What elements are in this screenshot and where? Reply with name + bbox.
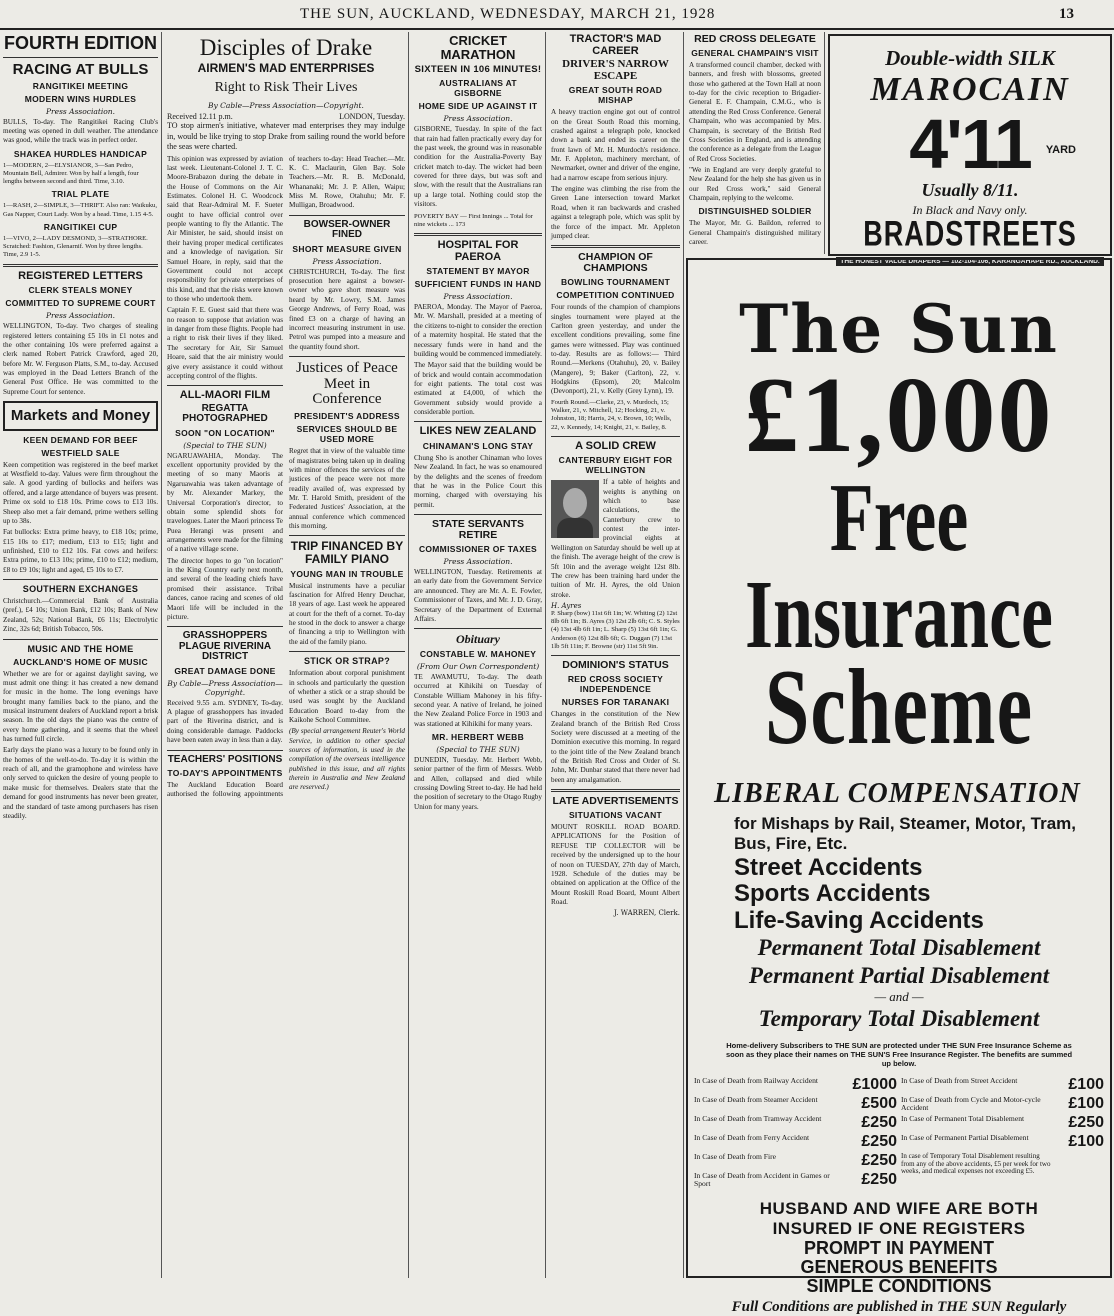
simple-line: SIMPLE CONDITIONS	[806, 1275, 992, 1296]
tractor-body-filler: The engine was climbing the rise from the Green Lane intersection toward Market Road, when it ran backwards and crashed against a telegraph pole, which was split by the force of the impact. Mr. Appleton jumped clear.	[551, 185, 680, 240]
champions-body: Four rounds of the champion of champions singles tournament were played at the Carlton green yesterday, and under the excellent conditions prevailing, some fine games were witnessed. Play was continued to-day. Results are as follows:— Third Round.—Merkens (Otahuhu), 20, v. Bailey (Mangere), 9; Baker (Carlton), 22, v. Hodgkins (Epsom), 20; Malcolm (Devonport), 21, v. Kelly (Grey Lynn), 19.	[551, 303, 680, 396]
column-3	[411, 32, 546, 1278]
hospital-subhead-2: SUFFICIENT FUNDS IN HAND	[414, 279, 542, 290]
generous-line: GENEROUS BENEFITS	[800, 1256, 998, 1277]
right-benefit-label: In Case of Permanent Partial Disablement	[901, 1132, 1029, 1142]
marocain-colours: In Black and Navy only.	[912, 203, 1028, 218]
trial-results: 1—RASH, 2—SIMPLE, 3—THRIFT. Also ran: Waikuku, Gas Napper, Court Lady. Won by a head. Time, 1.15 4-5.	[3, 202, 157, 218]
redcross-quote: "We in England are very deeply grateful to New Zealand for the help she has given us in our Red Cross work," said General Champain, replying to the welcome.	[689, 165, 821, 203]
teachers-body: The Auckland Education Board authorised the following appointments of teachers to-day: Head Teacher.—Mr. K. C. Maclaurin, Glen Bay. Sole Teachers.—Mr. R. B. McDonald, Whananaki; Mr. J. P. Allen, Waipu; Miss M. Rowe, Otahuhu; Mr. F. Mulligan, Broadwood.	[167, 154, 405, 799]
racing-body: BULLS, To-day. The Rangitikei Racing Club's meeting was opened in dull weather. The attendance was good, while the track was in perfect order.	[3, 117, 158, 145]
racing-subhead-2: MODERN WINS HURDLES	[24, 93, 137, 104]
insurance-amount: £1,000	[744, 356, 1054, 475]
tractor-body: A heavy traction engine got out of control on the Great South Road this morning, crashed against a telegraph pole, knocked down a bank and ended its career on the front lawn of Mr. H. Murdoch's residence. Mr. F. Appleton, machinery merchant, of Newmarket, owner and driver of the engine, had a narrow escape from serious injury.	[551, 108, 680, 182]
cricket-headline: CRICKET MARATHON	[440, 33, 516, 62]
likes-body: Chung Sho is another Chinaman who loves New Zealand. In fact, he was so enamoured by the delights and the scenes of freedom that he was in the Police Court this morning, charged with overstaying his permit.	[414, 453, 542, 509]
left-benefit-label: In Case of Death from Steamer Accident	[694, 1094, 818, 1104]
reuters-footnote: (By special arrangement Reuter's World Service, in addition to other special sources of information, is used in the compilation of the overseas intelligence published in this issue, and all rights therein in Australia and New Zealand are reserved.)	[289, 727, 405, 792]
dominion-subhead-2: NURSES FOR TARANAKI	[561, 697, 670, 708]
markets-box	[3, 401, 158, 431]
page-number: 13	[1059, 6, 1074, 22]
maori-body: NGARUAWAHIA, Monday. The excellent opportunity provided by the meeting of so many Maoris at Ngaruawahia was taken advantage of by Mr. Alexander Markey, the Universal Corporation's director, to obtain some splendid shots for travelogues. Later the Maori princess Te Puea Herangi was present and arrangements were made for the filming of a native village scene.	[167, 451, 283, 554]
column-5	[686, 32, 825, 254]
grasshoppers-byline: By Cable—Press Association—Copyright.	[167, 678, 283, 697]
drake-byline: By Cable—Press Association—Copyright.	[208, 101, 364, 111]
crew-headline: A SOLID CREW	[575, 439, 656, 452]
grasshoppers-body: Received 9.55 a.m. SYDNEY, To-day. A plague of grasshoppers has invaded part of the Riverina district, and is doing considerable damage. Paddocks have been eaten away in less than a day.	[167, 698, 283, 745]
cup-results: 1—VIVO, 2—LADY DESMOND, 3—STRATHORE. Scratched: Fashion, Glenarnif. Won by three lengths. Time, 2.9 1-5.	[3, 234, 148, 259]
late-ads-subhead: SITUATIONS VACANT	[568, 810, 663, 821]
drake-headline: Disciples of Drake	[199, 35, 373, 60]
trip-body: Musical instruments have a peculiar fascination for Alfred Henry Deuchar, 18 years of age. Last week he appeared at court for the theft of a cornet. To-day he stood in the dock to answer a charge of financing a trip to Wellington with the aid of the family piano.	[289, 581, 405, 646]
maori-body-filler: The director hopes to go "on location" in the King Country early next month, and several of the leading chiefs have promised their assistance. Tribal dances, canoe racing and scenes of old Maori life will be included in the picture.	[167, 556, 283, 621]
benefits-right-column	[901, 1077, 1104, 1191]
temporary-disablement-note: In case of Temporary Total Disablement resulting from any of the above accidents, £5 per week for two weeks, and medical expenses not exceeding £5.	[901, 1151, 1051, 1176]
marocain-line-1: Double-width SILK	[885, 46, 1055, 70]
right-benefit-label: In Case of Death from Street Accident	[901, 1075, 1018, 1085]
right-benefit-amount: £100	[1068, 1094, 1104, 1112]
right-benefit-amount: £100	[1068, 1132, 1104, 1150]
markets-subhead: KEEN DEMAND FOR BEEF	[23, 434, 138, 445]
likes-headline: LIKES NEW ZEALAND	[419, 425, 537, 438]
mishaps-line: for Mishaps by Rail, Steamer, Motor, Tram, Bus, Fire, Etc.	[734, 814, 1076, 854]
scheme-heading: Scheme	[764, 648, 1034, 768]
life-saving-accidents: Life-Saving Accidents	[734, 906, 984, 934]
hurdles-heading: SHAKEA HURDLES HANDICAP	[13, 148, 148, 159]
cup-heading: RANGITIKEI CUP	[43, 221, 118, 232]
maori-byline: (Special to THE SUN)	[183, 440, 267, 450]
cricket-subhead-3: HOME SIDE UP AGAINST IT	[418, 101, 538, 112]
left-benefit-amount: £250	[861, 1132, 897, 1150]
bowser-headline: BOWSER-OWNER FINED	[303, 218, 391, 241]
webb-body: DUNEDIN, Tuesday. Mr. Herbert Webb, senior partner of the firm of Messrs. Webb and Allen, collapsed and died while crossing Dowling Street to-day. He had held the position of secretary to the Otago Rugby Union for many years.	[414, 756, 542, 811]
redcross-body: A transformed council chamber, decked with banners, and fresh with blossoms, greeted those who gathered at the Town Hall at noon to-day for the civic reception to Brigadier-General E. F. Champain, C.M.G., who is attending the Red Cross Conference. General Champain, who was accompanied by Mrs. Champain, is secretary of the British Red Cross Societies in England, and is attending the conference as a delegate from the League of Red Cross Societies.	[689, 61, 821, 163]
champions-subhead-2: COMPETITION CONTINUED	[556, 290, 675, 301]
markets-headline: Markets and Money	[10, 407, 151, 425]
left-benefit-label: In Case of Death from Ferry Accident	[694, 1132, 810, 1142]
drake-dateline-row	[167, 112, 405, 121]
letters-headline: REGISTERED LETTERS	[18, 269, 143, 282]
hospital-subhead: STATEMENT BY MAYOR	[426, 266, 530, 277]
late-ads-body: MOUNT ROSKILL ROAD BOARD. APPLICATIONS for the Position of REFUSE TIP COLLECTOR will be received by the undersigned up to the hour of noon on TUESDAY, 27th day of March, 1928. Schedule of the duties may be obtained on application at the Office of the Mount Roskill Road Board, Mount Albert Road.	[551, 823, 680, 906]
the-sun-logo: The Sun	[739, 290, 1059, 368]
trip-headline: TRIP FINANCED BY FAMILY PIANO	[290, 539, 404, 567]
stick-body: Information about corporal punishment in schools and particularly the question of whether a stick or a strap should be used was sought by the Auckland Education Board to-day from the Kaikohe School Committee.	[289, 669, 405, 724]
right-benefit-label: In Case of Death from Cycle and Motor-cycle Accident	[901, 1094, 1041, 1113]
marocain-price: 4'11	[909, 105, 1031, 184]
hospital-byline: Press Association.	[443, 292, 513, 302]
marocain-unit: YARD	[1045, 144, 1076, 157]
left-benefit-label: In Case of Death from Fire	[694, 1151, 777, 1161]
right-benefit-amount: £250	[1068, 1113, 1104, 1131]
racing-byline: Press Association.	[46, 106, 115, 116]
likes-subhead: CHINAMAN'S LONG STAY	[422, 440, 534, 451]
justices-subhead: PRESIDENT'S ADDRESS	[294, 411, 400, 422]
music-headline: MUSIC AND THE HOME	[27, 643, 134, 654]
obituary-subhead: CONSTABLE W. MAHONEY	[419, 648, 537, 659]
letters-body: WELLINGTON, To-day. Two charges of stealing registered letters containing £5 10s in £1 notes and the other containing 10s were preferred against a clerk named Robert Patrick Crawford, aged 20, before Mr. W. Ferguson Platts, S.M., to-day. Accused was employed in the Dead Letters Branch of the General Post Office. He was committed to the Supreme Court for sentence.	[3, 322, 158, 396]
exchanges-body: Christchurch.—Commercial Bank of Australia (pref.), £4 10s; Union Bank, £12 10s; Bank of New Zealand, 52s; National Bank, £6 11s; Electrolytic Zinc, 32s 6d; British Tobacco, 50s.	[3, 597, 158, 634]
insured-line: INSURED IF ONE REGISTERS	[772, 1218, 1026, 1238]
drake-lead: TO stop airmen's initiative, whatever mad enterprises they may indulge in, would be like trying to stop Drake from sailing round the world before the seas were charted.	[167, 121, 405, 152]
justices-subhead-2: SERVICES SHOULD BE USED MORE	[296, 424, 398, 445]
crew-body: If a table of heights and weights is anything on which to base calculations, the Canterbury crew to contest the inter-provincial eights at Wellington on Saturday should be well up at the finish. The average height of the crew is 5ft 10in and the average weight 12st 8lb. The crew has been training hard under the tuition of Mr. H. Ayres, the old Union stroke.	[551, 478, 680, 599]
bradstreets-address: THE HONEST VALUE DRAPERS — 102-104-106, KARANGAHAPE RD., AUCKLAND.	[836, 257, 1103, 266]
liberal-compensation: LIBERAL COMPENSATION	[714, 778, 1081, 809]
late-ads-signature: J. WARREN, Clerk.	[614, 909, 680, 918]
hurdles-results: 1—MODERN, 2—ELYSIANOR, 3—San Pedro, Mountain Bell, Admirer. Won by half a length, four lengths between second and third. Time, 3.10.	[3, 161, 139, 186]
drake-received: Received 12.11 p.m.	[167, 112, 233, 122]
maori-headline: ALL-MAORI FILM	[179, 389, 271, 402]
justices-headline: Justices of Peace Meet in Conference	[296, 359, 398, 408]
bowser-byline: Press Association.	[312, 256, 382, 266]
exchanges-headline: SOUTHERN EXCHANGES	[22, 584, 139, 595]
music-body: Whether we are for or against daylight saving, we must admit one thing: it has created a new demand for music in the home. The long evenings have brought many families back to the piano, and the musical instrument dealers of Auckland report a brisk season. In the old days the piano was the centre of every home gathering, and it seems that the wheel has turned full circle.	[3, 669, 158, 744]
prompt-line: PROMPT IN PAYMENT	[803, 1237, 995, 1258]
dominion-headline: DOMINION'S STATUS	[562, 659, 669, 672]
left-benefit-label: In Case of Death from Railway Accident	[694, 1075, 818, 1085]
crew-photo	[551, 480, 599, 538]
marocain-line-2: MAROCAIN	[870, 71, 1070, 108]
tractor-headline: TRACTOR'S MAD CAREER	[569, 33, 662, 57]
cricket-subhead-2: AUSTRALIANS AT GISBORNE	[439, 78, 517, 99]
edition-heading: FOURTH EDITION	[4, 33, 157, 53]
letters-byline: Press Association.	[46, 311, 115, 321]
bradstreets-logo: BRADSTREETS	[863, 214, 1077, 254]
drake-body: This opinion was expressed by aviation last week. Lieutenant-Colonel J. T. C. Moore-Brabazon during the debate in the House of Commons on the Air Estimates. Colonel H. C. Woodcock said that Rear-Admiral M. F. Sueter ought to have official control over people wanting to fly the Atlantic. The Air Minister, he said, should insist on their having proper medical certificates and a knowledge of navigation. Sir Samuel Hoare, in reply, said that the Government could not accept responsibility for private enterprises of this kind, and that the risks were known to those who undertook them.	[167, 154, 283, 303]
crew-subhead: CANTERBURY EIGHT FOR WELLINGTON	[558, 455, 673, 476]
masthead	[0, 0, 1114, 30]
redcross-headline: RED CROSS DELEGATE	[694, 33, 816, 45]
racing-headline: RACING AT BULLS	[12, 60, 149, 78]
street-accidents: Street Accidents	[734, 853, 923, 881]
drake-body-filler: Captain F. E. Guest said that there was no reason to suppose that aviation was in danger from these flights. People had a right to risk their lives if they liked. The secretary for Air, Sir Samuel Hoare, said that the air ministry would give every assistance it could without accepting control of the flights.	[167, 306, 283, 380]
tractor-subhead-2: GREAT SOUTH ROAD MISHAP	[568, 85, 663, 106]
champions-results: Fourth Round.—Clarke, 23, v. Murdoch, 15; Walker, 21, v. Mitchell, 12; Hocking, 21, v. Johnston, 18; Harris, 24, v. Brown, 10; Wells, 22, v. Kennedy, 14; Knight, 21, v. Bailey, 8.	[551, 398, 672, 431]
obituary-byline: (From Our Own Correspondent)	[416, 661, 540, 671]
teachers-headline: TEACHERS' POSITIONS	[167, 753, 283, 765]
drake-subhead-2: Right to Risk Their Lives	[214, 79, 358, 95]
late-ads-headline: LATE ADVERTISEMENTS	[552, 795, 679, 808]
marocain-price-block	[830, 105, 1110, 184]
maori-subhead-2: SOON "ON LOCATION"	[175, 427, 275, 438]
left-benefit-label: In Case of Death from Tramway Accident	[694, 1113, 822, 1123]
insurance-advertisement	[686, 258, 1112, 1315]
permanent-partial-disablement: Permanent Partial Disablement	[748, 962, 1050, 988]
benefits-table	[694, 1077, 1104, 1191]
column-1	[0, 32, 162, 1278]
webb-headline: MR. HERBERT WEBB	[431, 732, 525, 743]
crew-table: P. Sharp (bow) 11st 6ft 1in; W. Whiting (2) 12st 8lb 6ft 1in; B. Ayres (3) 12st 2lb 6ft; C. S. Styles (4) 13st 4lb 6ft 1in; L. Sharp (5) 13st 6ft 1in; G. Anderson (6) 12st 8lb 6ft; G. Duggan (7) 13st 1lb 5ft 11in; F. Browne (str) 11st 5ft 9in.	[551, 610, 680, 650]
subscriber-note: Home-delivery Subscribers to THE SUN are protected under THE SUN Free Insurance Scheme as soon as they place their names on THE SUN'S Free Insurance Register. The benefits are summed up below.	[725, 1040, 1073, 1069]
justices-body: Regret that in view of the valuable time of magistrates being taken up in dealing with minor offences the services of the justices of the peace were not more readily availed of, was expressed by Mr. T. Harold Smith, president of the Federated Justices' Association, at the annual conference which commenced this morning.	[289, 447, 405, 531]
sports-accidents: Sports Accidents	[734, 880, 931, 908]
column-4	[548, 32, 684, 1278]
state-body: WELLINGTON, Tuesday. Retirements at an early date from the Government Service are announced. They are Mr. A. E. Fowler, Commissioner of Taxes, and Mr. J. D. Gray, Secretary of the Department of External Affairs.	[414, 568, 542, 623]
webb-byline: (Special to THE SUN)	[436, 745, 520, 755]
music-body-filler: Early days the piano was a luxury to be found only in the homes of the well-to-do. To-day it is within the reach of all, and the gramophone and wireless have only served to quicken the desire of young people to make music for themselves. Dealers state that the demand for good instruments has never been greater, and the standard of taste among purchasers has risen steadily.	[3, 746, 158, 820]
letters-subhead: CLERK STEALS MONEY	[28, 285, 133, 296]
hospital-headline: HOSPITAL FOR PAEROA	[437, 238, 519, 263]
dominion-body: Changes in the constitution of the New Zealand branch of the British Red Cross Society were discussed at a meeting of the Dominion executive this morning. In regard to the joint title of the New Zealand branch of the British Red Cross and Order of St. John, Mr. Dunbar stated that there never had been any amalgamation.	[551, 710, 680, 784]
left-benefit-amount: £250	[861, 1151, 897, 1169]
full-conditions-line: Full Conditions are published in THE SUN Regularly	[731, 1298, 1067, 1315]
redcross-subhead: GENERAL CHAMPAIN'S VISIT	[691, 48, 819, 59]
left-benefit-amount: £250	[861, 1113, 897, 1131]
husband-wife-line: HUSBAND AND WIFE ARE BOTH	[759, 1198, 1039, 1218]
drake-dateline: LONDON, Tuesday.	[339, 112, 405, 122]
state-headline: STATE SERVANTS RETIRE	[432, 518, 524, 542]
left-benefit-label: In Case of Death from Accident in Games or Sport	[694, 1170, 830, 1189]
right-benefit-label: In Case of Permanent Total Disablement	[901, 1113, 1025, 1123]
hospital-body: PAEROA, Monday. The Mayor of Paeroa, Mr. W. Marshall, presided at a meeting of the citizens to-night to consider the erection of a maternity hospital. He stated that the necessary funds were in hand and the building would be commenced immediately.	[414, 303, 542, 358]
marocain-advertisement	[828, 34, 1112, 266]
maori-subhead: REGATTA PHOTOGRAPHED	[182, 402, 268, 425]
hospital-body-filler: The Mayor said that the building would be of brick and would contain accommodation for eight patients. The total cost was estimated at £4,000, of which the Government subsidy would provide a considerable portion.	[414, 361, 542, 417]
stick-headline: STICK OR STRAP?	[303, 656, 390, 667]
crew-photo-caption: H. Ayres	[551, 602, 582, 610]
markets-body: Keen competition was registered in the beef market at Westfield to-day. Values were firm throughout the sale. A good yarding of bullocks and heifers was offered, and a large attendance of buyers was present. Prime ox sold to £18 10s. Prime cows to £13 10s. Sheep also met a fair demand, prime wethers selling up to 38s.	[3, 460, 158, 525]
drake-body-columns	[167, 155, 405, 800]
dominion-subhead: RED CROSS SOCIETY INDEPENDENCE	[567, 674, 664, 695]
grasshoppers-subhead: GREAT DAMAGE DONE	[174, 665, 276, 676]
markets-subhead-2: WESTFIELD SALE	[41, 447, 120, 458]
permanent-total-disablement: Permanent Total Disablement	[757, 934, 1041, 960]
free-insurance-heading: Free Insurance	[744, 463, 1054, 669]
benefits-left-column	[694, 1077, 897, 1191]
cricket-scoreboard: POVERTY BAY — First Innings ... Total for nine wickets ... 173	[414, 212, 533, 228]
state-subhead: COMMISSIONER OF TAXES	[418, 544, 538, 555]
cricket-byline: Press Association.	[443, 114, 513, 124]
bowser-body: CHRISTCHURCH, To-day. The first prosecution here against a bowser-owner who gave short measure was heard by Mr. Lowry, S.M. James George Andrews, of Ferry Road, was fined £3 on a charge of having an incorrect measuring instrument in use. Petrol was pumped into a measure and the quantity found short.	[289, 267, 405, 351]
tractor-subhead: DRIVER'S NARROW ESCAPE	[562, 58, 669, 82]
teachers-subhead: TO-DAY'S APPOINTMENTS	[167, 768, 283, 779]
column-2	[164, 32, 409, 1278]
trip-subhead: YOUNG MAN IN TROUBLE	[290, 568, 404, 579]
obituary-headline: Obituary	[455, 632, 500, 647]
letters-subhead-2: COMMITTED TO SUPREME COURT	[5, 298, 156, 309]
champions-subhead: BOWLING TOURNAMENT	[560, 277, 671, 288]
obituary-body: TE AWAMUTU, To-day. The death occurred at Kihikihi on Tuesday of Constable William Mahoney in his fifty-second year. A native of Ireland, he joined the New Zealand Police Force in 1903 and was stationed at Kihikihi for many years.	[414, 672, 542, 728]
redcross-subhead-2: DISTINGUISHED SOLDIER	[698, 206, 812, 217]
and-divider: — and —	[874, 989, 924, 1005]
left-benefit-amount: £250	[861, 1170, 897, 1188]
left-benefit-amount: £500	[861, 1094, 897, 1112]
temporary-total-disablement: Temporary Total Disablement	[758, 1006, 1040, 1032]
racing-subhead: RANGITIKEI MEETING	[32, 80, 129, 91]
right-benefit-amount: £100	[1068, 1075, 1104, 1093]
champions-headline: CHAMPION OF CHAMPIONS	[578, 251, 653, 275]
state-byline: Press Association.	[443, 557, 513, 567]
cricket-body: GISBORNE, Tuesday. In spite of the fact that rain had fallen practically every day for the past week, the ground was in reasonable condition for the Australia-Poverty Bay cricket match to-day. The wicket had been covered for three days, but was soft and slow, with the result that the Australians ran up a large total. Nothing could stop the visitors.	[414, 125, 542, 209]
cricket-subhead: SIXTEEN IN 106 MINUTES!	[414, 64, 542, 76]
markets-body-filler: Fat bullocks: Extra prime heavy, to £18 10s; prime, £15 10s to £17; medium, £13 to £15; light and unfinished, £10 to £12 10s. Fat cows and heifers: Extra prime, to £13 10s; prime, £10 to £12; medium, £8 to £9 10s; light and aged, £5 10s to £7.	[3, 528, 158, 574]
music-subhead: AUCKLAND'S HOME OF MUSIC	[13, 656, 148, 667]
left-benefit-amount: £1000	[852, 1075, 897, 1093]
drake-subhead: AIRMEN'S MAD ENTERPRISES	[197, 61, 375, 76]
marocain-usual-price: Usually 8/11.	[921, 180, 1019, 201]
bowser-subhead: SHORT MEASURE GIVEN	[292, 243, 402, 254]
grasshoppers-headline: GRASSHOPPERS PLAGUE RIVERINA DISTRICT	[178, 630, 272, 663]
masthead-title: THE SUN, AUCKLAND, WEDNESDAY, MARCH 21, 1928	[300, 6, 716, 22]
trial-heading: TRIAL PLATE	[51, 189, 110, 200]
redcross-body-2: The Mayor, Mr. G. Baildon, referred to General Champain's distinguished military career.	[689, 219, 821, 247]
